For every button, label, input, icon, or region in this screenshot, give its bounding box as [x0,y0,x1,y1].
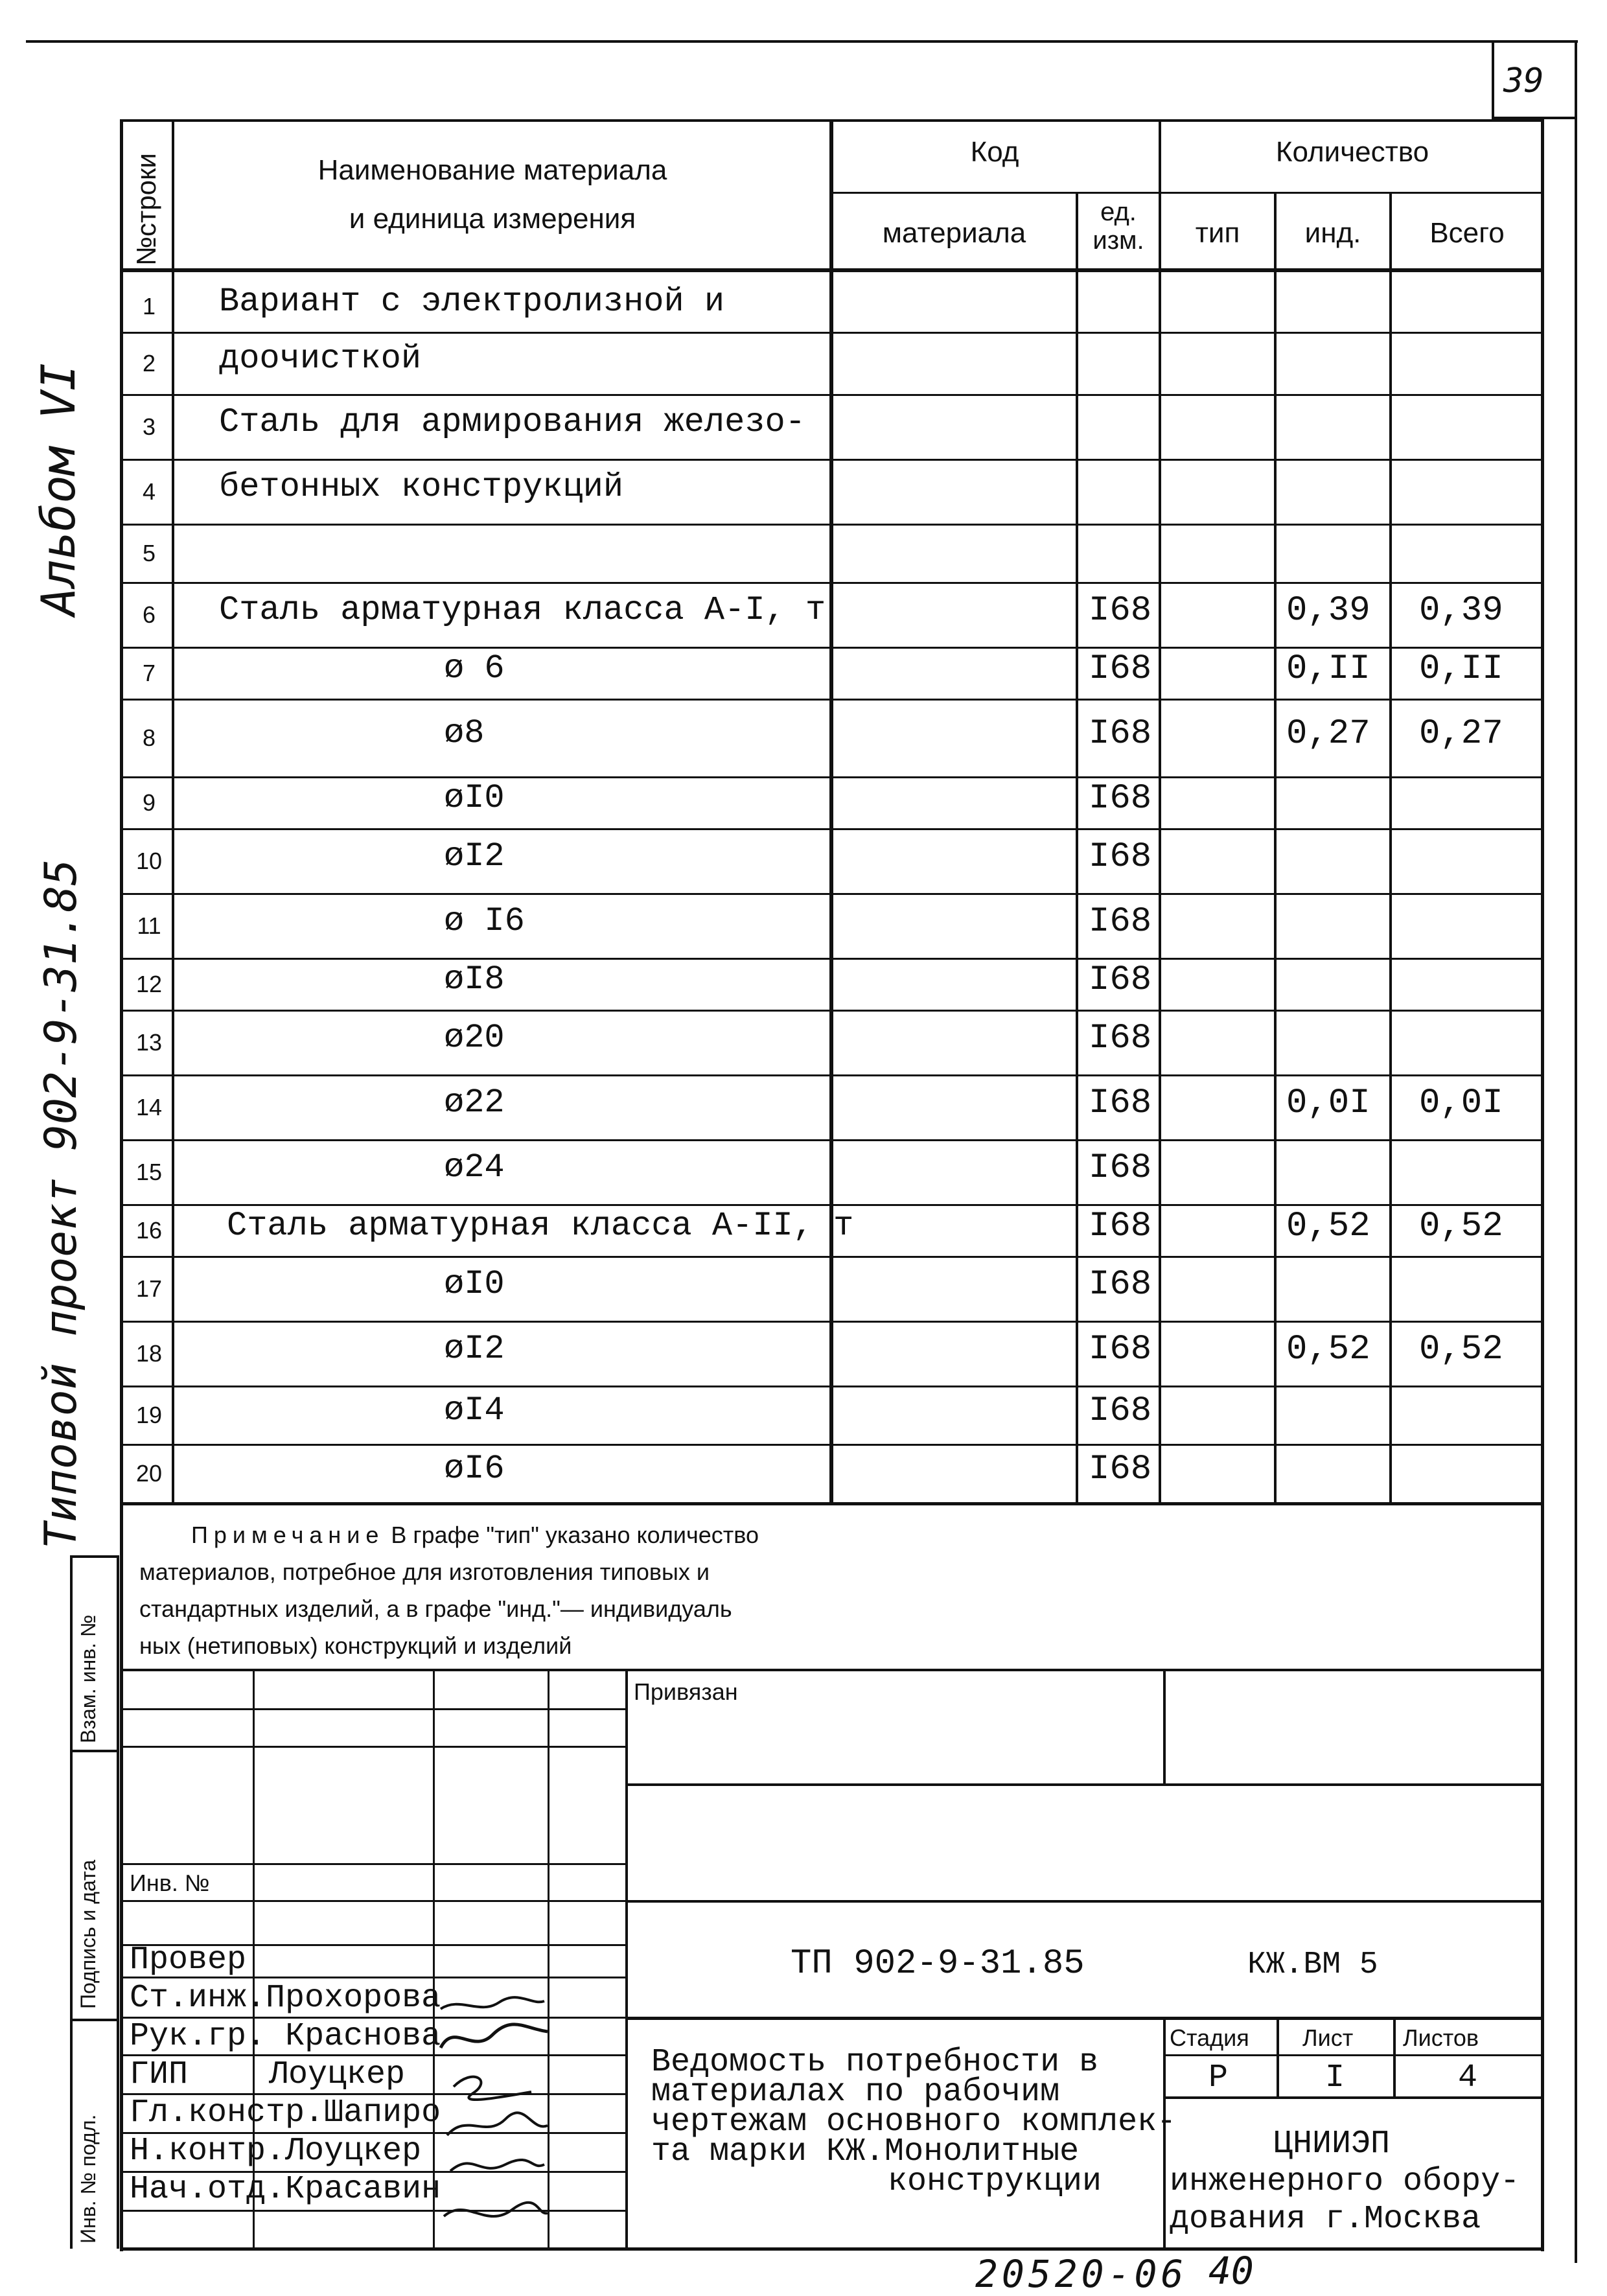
row-divider [120,958,1544,960]
row-name: Сталь арматурная класса А-II, т [227,1207,854,1245]
row-number: 9 [142,789,156,816]
sig-row4 [120,1900,627,1902]
stage-value: Р [1208,2059,1229,2096]
tb-mid-line [625,1783,1544,1786]
row-ind: 0,39 [1286,591,1370,631]
sheets-label: Листов [1403,2024,1479,2051]
row-number: 11 [137,912,161,939]
title-line-5: конструкции [888,2163,1102,2200]
sheets-value: 4 [1458,2059,1478,2096]
signatures [434,1977,551,2249]
person-role-3: ГИП [130,2056,189,2093]
tb-sheet-div [1277,2017,1279,2098]
row-name: доочисткой [219,340,422,378]
row-number: 6 [142,601,156,628]
stamp-div2 [70,2019,119,2021]
sign-date-label: Подпись и дата [76,1859,100,2009]
stamp-left-line [70,1555,73,2249]
header-quantity: Количество [1275,136,1429,168]
sheet-label: Лист [1302,2024,1354,2051]
row-divider [120,776,1544,778]
header-type: тип [1195,217,1240,249]
row-divider [120,893,1544,895]
stamp-top [70,1555,119,1558]
people-list [130,1941,441,2209]
row-number: 4 [142,478,156,505]
row-total: 0,52 [1419,1330,1503,1369]
row-number: 2 [142,350,156,377]
signature-1 [441,1997,544,2009]
project-label: Типовой проект 902-9-31.85 [36,859,87,1549]
row-total: 0,II [1419,649,1503,689]
person-name-6: Красавин [285,2171,441,2208]
row-divider [120,1139,1544,1141]
header-name: Наименование материала и единица измерения [318,154,667,235]
row-name: ø8 [444,714,485,752]
signature-4 [447,2113,548,2135]
row-unit: I68 [1089,1084,1152,1123]
col-unit [1076,193,1078,1503]
row-number: 12 [135,971,163,997]
top-border [26,40,1578,43]
sig-row2 [120,1746,627,1748]
sig-row3 [120,1863,627,1865]
col-total [1389,193,1392,1503]
person-role-5: Н.контр. [130,2133,286,2170]
tb-left-div [625,1669,628,2249]
row-number: 8 [142,725,156,751]
signature-5 [450,2160,544,2171]
person-role-1: Ст.инж. [130,1980,266,2017]
title-line-1: Ведомость потребности в [651,2044,1099,2081]
row-name: øI2 [444,837,505,875]
row-name: øI8 [444,960,505,999]
inv-no-label: Инв. № [130,1870,210,1896]
row-number: 5 [142,540,156,566]
row-number: 3 [142,413,156,440]
row-divider [120,1204,1544,1206]
note-line-4: ных (нетиповых) конструкций и изделий [139,1632,572,1659]
row-name: øI0 [444,779,505,817]
row-name: Сталь арматурная класса А-I, т [219,591,826,629]
row-unit: I68 [1089,1265,1152,1305]
note-line-2: материалов, потребное для изготовления типовых и [139,1559,710,1585]
person-name-1: Прохорова [266,1980,441,2017]
person-name-4: Шапиро [324,2094,441,2131]
col-qty [1159,119,1161,1503]
page-number: 39 [1503,62,1544,100]
person-role-6: Нач.отд. [130,2171,286,2208]
row-divider [120,1010,1544,1012]
row-name: Вариант с электролизной и [219,283,725,321]
row-number: 19 [135,1402,163,1428]
row-unit: I68 [1089,902,1152,942]
title-line-2: материалах по рабочим [651,2074,1060,2111]
row-divider [120,1074,1544,1076]
stamp-right-line [117,1555,119,2249]
row-divider [120,524,1544,526]
title-line-4: та марки КЖ.Монолитные [651,2133,1080,2170]
header-material: материала [882,217,1026,249]
row-total: 0,0I [1419,1084,1503,1123]
row-number: 14 [135,1094,163,1120]
row-divider [120,1444,1544,1446]
privyazan-label: Привязан [634,1678,738,1705]
org-line-3: дования г.Москва [1170,2201,1481,2238]
signature-6 [444,2203,548,2216]
row-name: øI2 [444,1330,505,1368]
row-number: 17 [135,1275,163,1302]
row-number: 18 [135,1340,163,1367]
person-role-0: Провер [130,1942,247,1978]
row-unit: I68 [1089,1148,1152,1188]
header-code: Код [970,136,1019,168]
tb-top [120,1669,1544,1671]
row-divider [120,459,1544,461]
row-ind: 0,52 [1286,1207,1370,1246]
row-number: 20 [135,1460,163,1487]
sig-row1 [120,1708,627,1710]
row-unit: I68 [1089,960,1152,1000]
row-divider [120,1386,1544,1387]
org-line-2: инженерного обору- [1170,2163,1520,2200]
designation: ТП 902-9-31.85 [791,1944,1085,1984]
row-total: 0,27 [1419,714,1503,754]
bottom-number: 40 [1208,2249,1254,2293]
tb-des-top [625,1900,1544,1903]
row-ind: 0,II [1286,649,1370,689]
organization [1170,2126,1545,2238]
row-unit: I68 [1089,649,1152,689]
row-name: øI4 [444,1391,505,1430]
album-label: Альбом VI [31,362,86,616]
row-total: 0,39 [1419,591,1503,631]
row-unit: I68 [1089,1019,1152,1058]
right-border [1575,40,1577,2263]
org-line-1: ЦНИИЭП [1273,2126,1391,2163]
person-name-2: Краснова [285,2018,441,2055]
sheet-value: I [1325,2059,1345,2096]
header-ind: инд. [1304,217,1361,249]
row-name: ø24 [444,1148,505,1187]
row-number: 7 [142,660,156,686]
vzam-label: Взам. инв. № [76,1614,100,1743]
table-right [1541,119,1544,2251]
row-name: ø I6 [444,902,525,940]
person-role-2: Рук.гр. [130,2018,266,2055]
row-divider [120,647,1544,649]
document-title [651,2044,1177,2200]
tb-des-bottom [625,2017,1544,2020]
row-name: ø22 [444,1084,505,1122]
row-name: ø20 [444,1019,505,1057]
tb-stage-row [1163,2054,1544,2056]
note [139,1516,982,1664]
mark: КЖ.ВМ 5 [1247,1947,1378,1982]
row-name: ø 6 [444,649,505,688]
tb-stage-row2 [1163,2096,1544,2099]
title-line-3: чертежам основного комплек- [651,2104,1177,2140]
row-unit: I68 [1089,591,1152,631]
signature-3 [454,2077,531,2100]
row-ind: 0,27 [1286,714,1370,754]
row-ind: 0,52 [1286,1330,1370,1369]
col-code [829,119,833,1503]
row-name: øI0 [444,1265,505,1303]
row-total: 0,52 [1419,1207,1503,1246]
header-unit: ед. изм. [1093,198,1144,255]
row-divider [120,1321,1544,1323]
row-unit: I68 [1089,1450,1152,1489]
stamp-div1 [70,1750,119,1752]
header-total: Всего [1429,217,1505,249]
tb-bottom [120,2247,1544,2251]
signature-2 [441,2024,548,2048]
row-ind: 0,0I [1286,1084,1370,1123]
person-role-4: Гл.констр. [130,2094,325,2131]
stage-label: Стадия [1170,2024,1249,2051]
note-line-3: стандартных изделий, а в графе "инд."— индивидуаль [139,1595,732,1622]
row-divider [120,582,1544,584]
row-divider [120,394,1544,396]
bottom-code: 20520-06 [975,2252,1188,2296]
row-number: 1 [142,293,156,319]
row-number: 13 [135,1029,163,1056]
row-unit: I68 [1089,837,1152,877]
row-number: 10 [135,848,163,874]
row-name: Сталь для армирования железо- [219,403,805,441]
tb-right-div-a [1163,1669,1166,1785]
row-number: 16 [135,1217,163,1244]
row-unit: I68 [1089,1391,1152,1431]
header-row-no: №строки [131,153,161,266]
row-unit: I68 [1089,1330,1152,1369]
tb-sheets-div [1393,2017,1396,2098]
header-sub-line [829,192,1542,194]
inv-orig-label: Инв. № подл. [76,2114,100,2244]
row-number: 15 [135,1159,163,1185]
row-unit: I68 [1089,1207,1152,1246]
note-line-1: В графе "тип" указано количество [391,1522,759,1548]
row-divider [120,699,1544,701]
note-lead: Примечание [191,1522,385,1548]
page-number-box-left [1492,40,1494,118]
person-name-3: Лоуцкер [269,2056,406,2093]
row-name: бетонных конструкций [219,468,624,506]
row-unit: I68 [1089,779,1152,818]
row-divider [120,828,1544,830]
row-divider [120,332,1544,334]
row-name: øI6 [444,1450,505,1488]
person-name-5: Лоуцкер [285,2133,422,2170]
row-divider [120,1256,1544,1258]
row-unit: I68 [1089,714,1152,754]
col-ind [1274,193,1277,1503]
